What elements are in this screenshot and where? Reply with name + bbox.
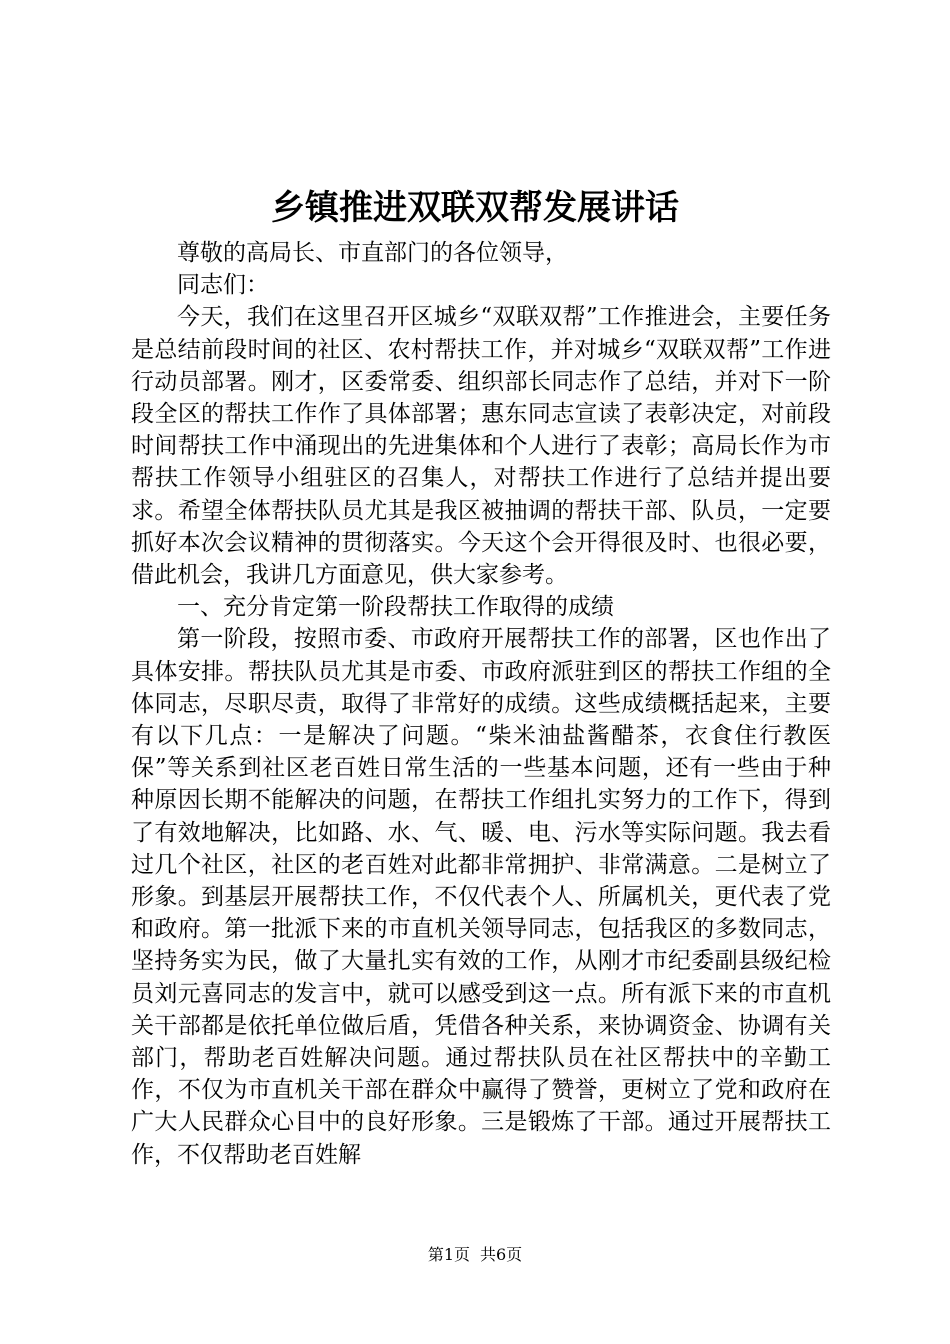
page-number: 第1页 (427, 1245, 470, 1264)
page-total: 共6页 (480, 1245, 523, 1264)
salutation-line: 同志们： (177, 272, 269, 299)
page-footer (0, 1244, 950, 1266)
body-paragraph: 今天，我们在这里召开区城乡“双联双帮”工作推进会，主要任务是总结前段时间的社区、农村帮扶工作，并对城乡“双联双帮”工作进行动员部署。刚才，区委常委、组织部长同志作了总结，并对下一阶段全区的帮扶工作作了具体部署；惠东同志宣读了表彰决定，对前段时间帮扶工作中涌现出的先进集体和个人进行了表彰；高局长作为市帮扶工作领导小组驻区的召集人，对帮扶工作进行了总结并提出要求。希望全体帮扶队员尤其是我区被抽调的帮扶干部、队员，一定要抓好本次会议精神的贯彻落实。今天这个会开得很及时、也很必要，借此机会，我讲几方面意见，供大家参考。 (131, 304, 831, 589)
document-title: 乡镇推进双联双帮发展讲话 (271, 188, 679, 228)
section-heading: 一、充分肯定第一阶段帮扶工作取得的成绩 (177, 594, 614, 621)
salutation-line: 尊敬的高局长、市直部门的各位领导， (177, 240, 568, 266)
body-paragraph: 第一阶段，按照市委、市政府开展帮扶工作的部署，区也作出了具体安排。帮扶队员尤其是市委、市政府派驻到区的帮扶工作组的全体同志，尽职尽责，取得了非常好的成绩。这些成绩概括起来，主要有以下几点：一是解决了问题。“柴米油盐酱醋茶，衣食住行教医保”等关系到社区老百姓日常生活的一些基本问题，还有一些由于种种原因长期不能解决的问题，在帮扶工作组扎实努力的工作下，得到了有效地解决，比如路、水、气、暖、电、污水等实际问题。我去看过几个社区，社区的老百姓对此都非常拥护、非常满意。二是树立了形象。到基层开展帮扶工作，不仅代表个人、所属机关，更代表了党和政府。第一批派下来的市直机关领导同志，包括我区的多数同志，坚持务实为民，做了大量扎实有效的工作，从刚才市纪委副县级纪检员刘元喜同志的发言中，就可以感受到这一点。所有派下来的市直机关干部都是依托单位做后盾，凭借各种关系，来协调资金、协调有关部门，帮助老百姓解决问题。通过帮扶队员在社区帮扶中的辛勤工作，不仅为市直机关干部在群众中赢得了赞誉，更树立了党和政府在广大人民群众心目中的良好形象。三是锻炼了干部。通过开展帮扶工作，不仅帮助老百姓解 (131, 626, 831, 1168)
document-body (131, 237, 831, 1171)
